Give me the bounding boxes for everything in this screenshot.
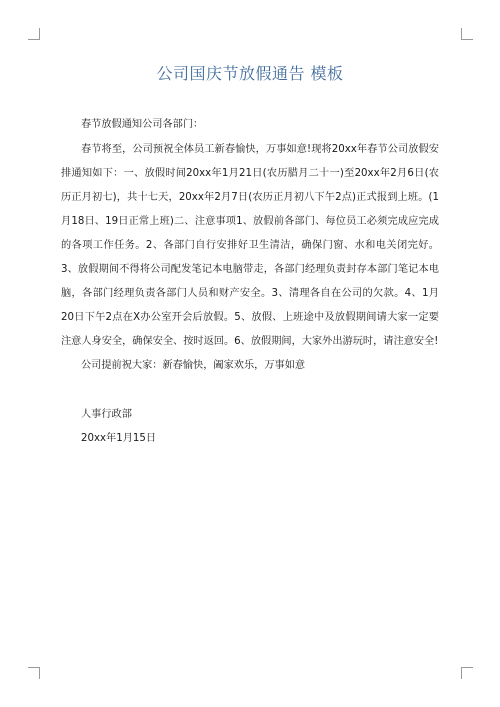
crop-mark-top-left — [28, 28, 40, 40]
crop-mark-bottom-left — [28, 667, 40, 679]
signature-date: 20xx年1月15日 — [81, 433, 157, 444]
crop-mark-bottom-right — [461, 667, 473, 679]
document-page — [61, 62, 439, 451]
salutation: 春节放假通知公司各部门： — [81, 119, 204, 130]
closing-greeting: 公司提前祝大家：新春愉快，阖家欢乐，万事如意 — [81, 360, 306, 371]
signature-department: 人事行政部 — [81, 409, 132, 420]
notice-body: 春节将至，公司预祝全体员工新春愉快，万事如意!现将20xx年春节公司放假安排通知如下：一、放假时间20xx年1月21日(农历腊月二十一)至20xx年2月6日(农历正月初七)，共十七天，20xx年2月7日(农历正月初八下午2点)正式报到上班。(1月18日、19日正常上班)二、注意事项1、放假前各部门、每位员工必须完成应完成的各项工作任务。2、各部门自行安排好卫生清洁，确保门窗、水和电关闭完好。3、放假期间不得将公司配发笔记本电脑带走，各部门经理负责封存本部门笔记本电脑，各部门经理负责各部门人员和财产安全。3、清理各自在公司的欠款。4、1月20日下午2点在X办公室开会后放假。5、放假、上班途中及放假期间请大家一定要注意人身安全，确保安全、按时返回。6、放假期间，大家外出游玩时，请注意安全! — [61, 144, 439, 347]
crop-mark-top-right — [461, 28, 473, 40]
signature-block — [61, 403, 439, 451]
document-title: 公司国庆节放假通告 模板 — [156, 64, 344, 83]
